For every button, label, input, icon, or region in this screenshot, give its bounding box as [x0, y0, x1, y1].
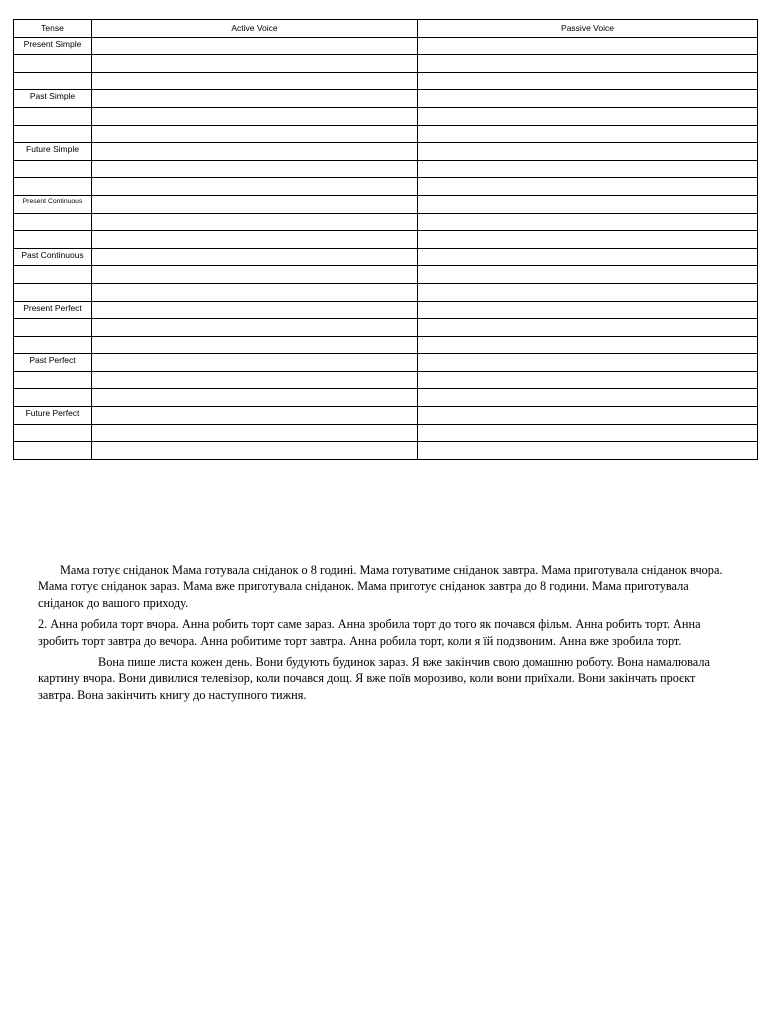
- table-row: [14, 160, 758, 178]
- active-voice-cell: [92, 125, 418, 143]
- paragraph-1: Мама готує сніданок Мама готувала сніданок о 8 годині. Мама готуватиме сніданок завтра. Мама приготувала сніданок вчора. Мама готує сніданок зараз. Мама вже приготувала сніданок. Мама приготує сніданок завтра до 8 години. Мама приготувала сніданок до вашого приходу.: [38, 563, 723, 610]
- table-row: [14, 442, 758, 460]
- table-row: [14, 231, 758, 249]
- table-row: [14, 354, 758, 372]
- tense-cell-empty: [14, 55, 92, 73]
- tense-label: Present Continuous: [14, 195, 92, 213]
- active-voice-cell: [92, 283, 418, 301]
- active-voice-cell: [92, 37, 418, 55]
- table-row: [14, 90, 758, 108]
- header-passive-voice: Passive Voice: [418, 20, 758, 38]
- tense-cell-empty: [14, 266, 92, 284]
- table-row: [14, 213, 758, 231]
- tense-label: Present Perfect: [14, 301, 92, 319]
- tense-cell-empty: [14, 283, 92, 301]
- passive-voice-cell: [418, 55, 758, 73]
- active-voice-cell: [92, 442, 418, 460]
- tense-table: [13, 19, 758, 460]
- passive-voice-cell: [418, 231, 758, 249]
- passive-voice-cell: [418, 301, 758, 319]
- tense-cell-empty: [14, 389, 92, 407]
- table-row: [14, 248, 758, 266]
- active-voice-cell: [92, 389, 418, 407]
- passive-voice-cell: [418, 178, 758, 196]
- tense-cell-empty: [14, 442, 92, 460]
- tense-cell-empty: [14, 160, 92, 178]
- passive-voice-cell: [418, 371, 758, 389]
- active-voice-cell: [92, 301, 418, 319]
- table-row: [14, 72, 758, 90]
- table-row: [14, 407, 758, 425]
- tense-cell-empty: [14, 107, 92, 125]
- passive-voice-cell: [418, 389, 758, 407]
- active-voice-cell: [92, 424, 418, 442]
- passive-voice-cell: [418, 160, 758, 178]
- paragraph-2: 2. Анна робила торт вчора. Анна робить торт саме зараз. Анна зробила торт до того як почався фільм. Анна робить торт. Анна зробить торт завтра до вечора. Анна робитиме торт завтра. Анна робила торт, коли я їй подзвоним. Анна вже зробила торт.: [38, 617, 701, 648]
- table-row: [14, 336, 758, 354]
- table-row: [14, 107, 758, 125]
- tense-label: Past Continuous: [14, 248, 92, 266]
- active-voice-cell: [92, 178, 418, 196]
- tense-cell-empty: [14, 371, 92, 389]
- active-voice-cell: [92, 213, 418, 231]
- passive-voice-cell: [418, 107, 758, 125]
- active-voice-cell: [92, 371, 418, 389]
- active-voice-cell: [92, 143, 418, 161]
- table-header-row: [14, 20, 758, 38]
- tense-cell-empty: [14, 178, 92, 196]
- table-row: [14, 195, 758, 213]
- passive-voice-cell: [418, 248, 758, 266]
- tense-label: Future Simple: [14, 143, 92, 161]
- paragraph-3: Вона пише листа кожен день. Вони будують будинок зараз. Я вже закінчив свою домашню роботу. Вона намалювала картину вчора. Вони дивилися телевізор, коли почався дощ. Я вже поїв морозиво, коли вони приїхали. Вони закінчать проєкт завтра. Вона закінчить книгу до наступного тижня.: [38, 655, 710, 702]
- active-voice-cell: [92, 72, 418, 90]
- table-row: [14, 371, 758, 389]
- tense-label: Past Simple: [14, 90, 92, 108]
- table-row: [14, 55, 758, 73]
- tense-cell-empty: [14, 213, 92, 231]
- passive-voice-cell: [418, 442, 758, 460]
- passive-voice-cell: [418, 143, 758, 161]
- passive-voice-cell: [418, 72, 758, 90]
- active-voice-cell: [92, 336, 418, 354]
- table-row: [14, 266, 758, 284]
- active-voice-cell: [92, 160, 418, 178]
- tense-cell-empty: [14, 336, 92, 354]
- tense-cell-empty: [14, 72, 92, 90]
- exercise-text: [38, 562, 728, 708]
- active-voice-cell: [92, 266, 418, 284]
- passive-voice-cell: [418, 283, 758, 301]
- table-body: [14, 37, 758, 459]
- active-voice-cell: [92, 248, 418, 266]
- passive-voice-cell: [418, 90, 758, 108]
- passive-voice-cell: [418, 266, 758, 284]
- header-active-voice: Active Voice: [92, 20, 418, 38]
- active-voice-cell: [92, 354, 418, 372]
- active-voice-cell: [92, 90, 418, 108]
- passive-voice-cell: [418, 407, 758, 425]
- active-voice-cell: [92, 107, 418, 125]
- header-tense: Tense: [14, 20, 92, 38]
- table-row: [14, 301, 758, 319]
- passive-voice-cell: [418, 424, 758, 442]
- tense-label: Future Perfect: [14, 407, 92, 425]
- tense-cell-empty: [14, 231, 92, 249]
- table-row: [14, 283, 758, 301]
- passive-voice-cell: [418, 354, 758, 372]
- passive-voice-cell: [418, 37, 758, 55]
- table-row: [14, 389, 758, 407]
- active-voice-cell: [92, 319, 418, 337]
- active-voice-cell: [92, 195, 418, 213]
- tense-cell-empty: [14, 424, 92, 442]
- passive-voice-cell: [418, 336, 758, 354]
- tense-label: Present Simple: [14, 37, 92, 55]
- table-row: [14, 143, 758, 161]
- tense-label: Past Perfect: [14, 354, 92, 372]
- tense-cell-empty: [14, 319, 92, 337]
- table-row: [14, 125, 758, 143]
- active-voice-cell: [92, 231, 418, 249]
- table-row: [14, 319, 758, 337]
- passive-voice-cell: [418, 195, 758, 213]
- active-voice-cell: [92, 55, 418, 73]
- table-row: [14, 37, 758, 55]
- tense-cell-empty: [14, 125, 92, 143]
- passive-voice-cell: [418, 213, 758, 231]
- table-row: [14, 424, 758, 442]
- table-row: [14, 178, 758, 196]
- passive-voice-cell: [418, 125, 758, 143]
- passive-voice-cell: [418, 319, 758, 337]
- active-voice-cell: [92, 407, 418, 425]
